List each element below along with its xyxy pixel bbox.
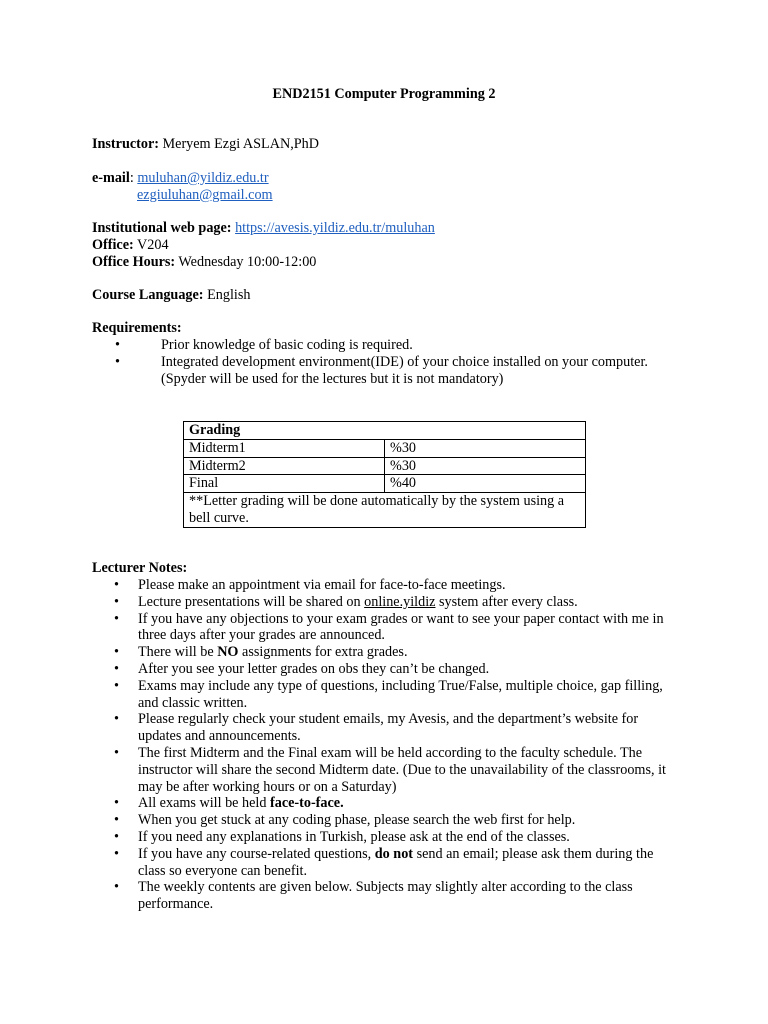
- language-label: Course Language:: [92, 287, 204, 303]
- requirements-heading: Requirements:: [92, 320, 182, 336]
- email-label: e-mail: [92, 170, 130, 186]
- table-row: [184, 457, 586, 475]
- language-value: English: [203, 287, 251, 303]
- note-text: Please make an appointment via email for face-to-face meetings.: [138, 577, 506, 593]
- office-line: [92, 237, 692, 254]
- list-item-text: Integrated development environment(IDE) of your choice installed on your computer. (Spyder will be used for the lectures but it is not mandatory): [161, 353, 648, 387]
- web-link[interactable]: https://avesis.yildiz.edu.tr/muluhan: [235, 220, 435, 236]
- contact-section: [92, 220, 692, 270]
- bullet-icon: •: [114, 593, 119, 610]
- note-bold-text: do not: [374, 845, 414, 862]
- note-text: The weekly contents are given below. Subjects may slightly alter according to the class performance.: [138, 879, 633, 913]
- list-item: [92, 594, 682, 611]
- list-item: [92, 577, 682, 594]
- note-text: assignments for extra grades.: [238, 644, 408, 661]
- note-text: After you see your letter grades on obs they can’t be changed.: [138, 660, 490, 677]
- note-bold-text: face-to-face.: [270, 795, 344, 812]
- list-item: [92, 812, 682, 829]
- email-line: [92, 170, 692, 187]
- instructor-value: Meryem Ezgi ASLAN,PhD: [158, 136, 319, 152]
- bullet-icon: •: [114, 828, 119, 845]
- email-line-secondary: [92, 187, 692, 204]
- web-label: Institutional web page:: [92, 220, 232, 236]
- note-text: If you have any objections to your exam grades or want to see your paper contact with me in three days after your grades are announced.: [138, 610, 664, 644]
- note-text: The first Midterm and the Final exam will be held according to the faculty schedule. The instructor will share the second Midterm date. (Due to the unavailability of the classrooms, it may be after working hours or on a Saturday): [138, 744, 666, 795]
- lecturer-notes-heading: Lecturer Notes:: [92, 560, 188, 576]
- list-item: [92, 795, 682, 812]
- table-row: [184, 439, 586, 457]
- office-value: V204: [133, 236, 169, 253]
- bullet-icon: •: [114, 677, 119, 694]
- grading-header: Grading: [184, 422, 586, 440]
- list-item: [92, 644, 682, 661]
- office-hours-line: [92, 254, 692, 271]
- bullet-icon: •: [114, 577, 119, 593]
- note-bold-text: NO: [217, 644, 239, 661]
- email-section: [92, 170, 692, 204]
- list-item: [92, 711, 682, 745]
- email-link-secondary[interactable]: ezgiuluhan@gmail.com: [137, 186, 273, 203]
- bullet-icon: •: [115, 353, 120, 370]
- note-text: Lecture presentations will be shared on: [138, 593, 365, 610]
- bullet-icon: •: [114, 812, 119, 829]
- grade-item-weight: %30: [385, 457, 586, 475]
- lecturer-notes-list: [92, 577, 682, 913]
- office-label: Office:: [92, 236, 134, 253]
- list-item: [92, 678, 682, 712]
- list-item: [92, 661, 682, 678]
- online-yildiz-link[interactable]: online.yildiz: [364, 593, 436, 610]
- note-text: When you get stuck at any coding phase, please search the web first for help.: [138, 812, 576, 829]
- list-item: [92, 879, 682, 913]
- web-line: [92, 220, 692, 237]
- bullet-icon: •: [114, 845, 119, 862]
- note-text: send an email; please ask them during the class so everyone can benefit.: [138, 845, 654, 879]
- instructor-label: Instructor:: [92, 136, 159, 152]
- bullet-icon: •: [114, 610, 119, 627]
- grade-item-name: Final: [184, 475, 385, 493]
- grading-table: [183, 421, 586, 528]
- bullet-icon: •: [114, 795, 119, 812]
- grade-item-name: Midterm1: [184, 439, 385, 457]
- bullet-icon: •: [114, 711, 119, 728]
- language-line: [92, 287, 692, 304]
- requirements-list: [92, 337, 652, 387]
- bullet-icon: •: [114, 879, 119, 896]
- list-item: [92, 745, 682, 795]
- list-item: [92, 846, 682, 880]
- note-text: All exams will be held: [138, 795, 270, 812]
- grade-item-weight: %30: [385, 439, 586, 457]
- bullet-icon: •: [115, 337, 120, 353]
- table-row: [184, 493, 586, 528]
- list-item: [92, 829, 682, 846]
- note-text: If you need any explanations in Turkish, please ask at the end of the classes.: [138, 828, 570, 845]
- note-text: system after every class.: [435, 593, 578, 610]
- bullet-icon: •: [114, 744, 119, 761]
- list-item-text: Prior knowledge of basic coding is required.: [161, 337, 413, 353]
- instructor-line: [92, 136, 692, 153]
- grading-note: **Letter grading will be done automatically by the system using a bell curve.: [184, 493, 586, 528]
- note-text: Please regularly check your student emails, my Avesis, and the department’s website for updates and announcements.: [138, 711, 639, 745]
- table-row: [184, 475, 586, 493]
- grade-item-weight: %40: [385, 475, 586, 493]
- note-text: If you have any course-related questions,: [138, 845, 375, 862]
- page-title: END2151 Computer Programming 2: [272, 86, 496, 102]
- bullet-icon: •: [114, 644, 119, 661]
- email-colon: :: [129, 170, 138, 186]
- email-link-primary[interactable]: muluhan@yildiz.edu.tr: [137, 170, 269, 186]
- list-item: [92, 611, 682, 645]
- table-header-row: [184, 422, 586, 440]
- office-hours-label: Office Hours:: [92, 253, 176, 270]
- grade-item-name: Midterm2: [184, 457, 385, 475]
- list-item: [92, 354, 652, 388]
- list-item: [92, 337, 652, 354]
- note-text: There will be: [138, 644, 218, 661]
- note-text: Exams may include any type of questions, including True/False, multiple choice, gap filling, and classic written.: [138, 677, 663, 711]
- bullet-icon: •: [114, 660, 119, 677]
- office-hours-value: Wednesday 10:00-12:00: [175, 253, 317, 270]
